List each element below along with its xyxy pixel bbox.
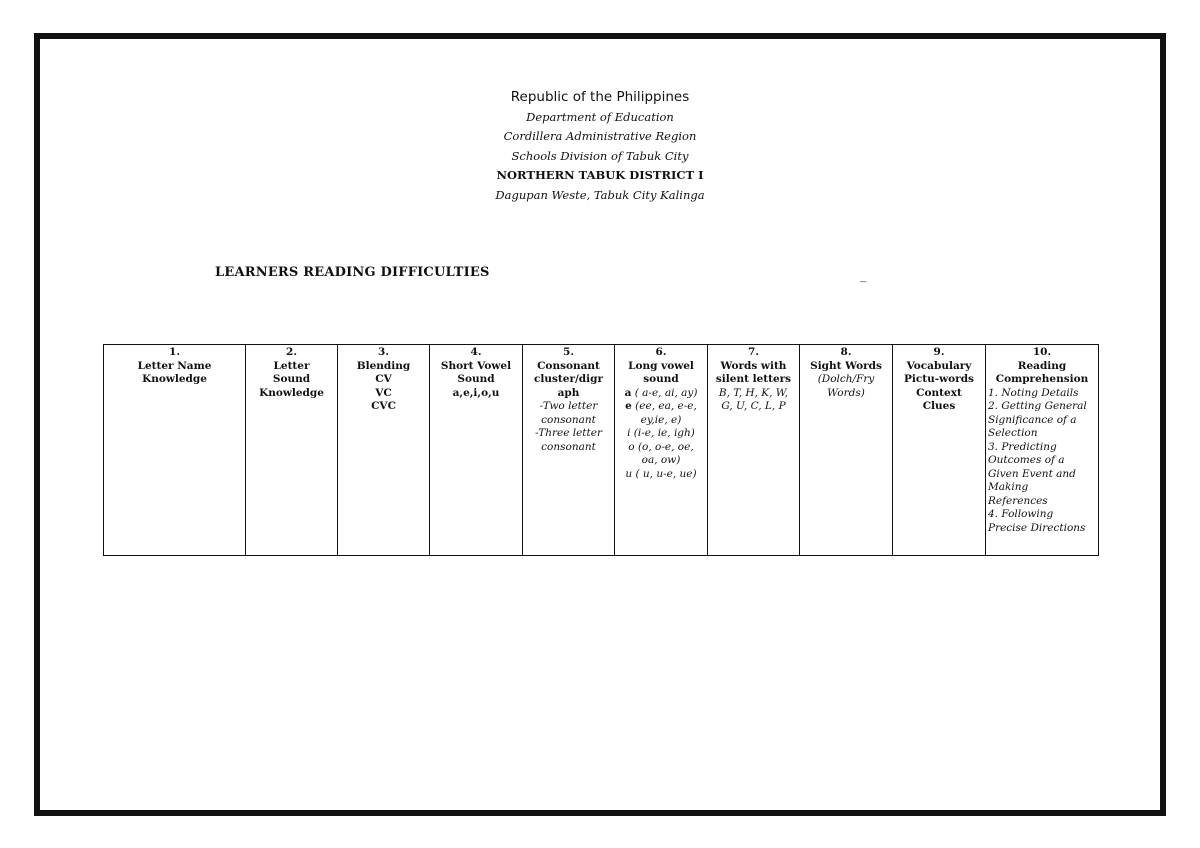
comprehension-skill-line: Selection xyxy=(988,427,1038,439)
column-sub-line: -Two letter xyxy=(539,400,598,412)
vowel-letter: e xyxy=(625,400,632,412)
letterhead-department: Department of Education xyxy=(526,109,674,124)
column-heading-line: cluster/digr xyxy=(533,373,604,385)
letterhead-republic: Republic of the Philippines xyxy=(510,89,690,105)
vowel-pattern-line: ey,ie, e) xyxy=(640,413,682,426)
vowel-pattern-line: i (i-e, ie, igh) xyxy=(627,427,695,439)
column-number: 4. xyxy=(470,346,482,358)
column-blending xyxy=(338,345,430,556)
column-heading-line: Knowledge xyxy=(259,386,324,399)
vowel-patterns: (ee, ea, e-e, xyxy=(631,400,697,412)
column-silent-letters xyxy=(708,345,800,556)
column-number: 7. xyxy=(748,346,759,358)
column-heading-line: Clues xyxy=(922,400,956,412)
column-heading-line: Consonant xyxy=(537,359,600,372)
column-consonant-cluster xyxy=(523,345,615,556)
comprehension-skill-line: Significance of a xyxy=(988,413,1077,426)
comprehension-skill-line: Outcomes of a xyxy=(988,454,1065,466)
column-heading-line: Knowledge xyxy=(142,373,207,385)
column-sub-line: consonant xyxy=(541,413,596,426)
column-sub-line: consonant xyxy=(541,440,596,453)
vowel-pattern-line: o (o, o-e, oe, xyxy=(628,440,694,453)
column-short-vowel xyxy=(430,345,523,556)
blank-line: _ xyxy=(860,268,867,283)
comprehension-skill-line: 1. Noting Details xyxy=(988,386,1079,399)
comprehension-skill-line: Precise Directions xyxy=(988,521,1086,534)
vowel-pattern-line xyxy=(617,387,705,401)
letterhead-division: Schools Division of Tabuk City xyxy=(511,148,689,163)
vowel-pattern-line: u ( u, u-e, ue) xyxy=(625,467,697,480)
comprehension-skill-line: 3. Predicting xyxy=(988,440,1057,453)
column-heading-line: sound xyxy=(643,373,679,385)
column-heading-line: Context xyxy=(916,386,962,399)
column-heading-line: Sound xyxy=(272,373,311,385)
column-sub-line: B, T, H, K, W, xyxy=(718,386,789,399)
column-reading-comprehension xyxy=(986,345,1099,556)
letterhead xyxy=(400,88,800,205)
vowel-pattern-line: oa, ow) xyxy=(641,454,681,466)
column-heading-line: Reading xyxy=(1017,359,1067,372)
column-heading-line: Sound xyxy=(457,373,495,385)
column-heading-line: Long vowel xyxy=(628,359,694,372)
column-heading-line: a,e,i,o,u xyxy=(452,386,500,399)
column-heading-line: VC xyxy=(375,386,392,399)
column-vocabulary xyxy=(893,345,986,556)
column-heading-line: Short Vowel xyxy=(440,359,512,372)
column-long-vowel xyxy=(615,345,708,556)
column-sub-line: -Three letter xyxy=(535,427,602,439)
comprehension-skill-line: References xyxy=(988,494,1048,507)
column-heading-line: Letter Name xyxy=(137,359,212,372)
column-number: 5. xyxy=(563,346,574,358)
column-heading-line: CVC xyxy=(371,400,396,412)
vowel-pattern-line xyxy=(617,400,705,414)
letterhead-address: Dagupan Weste, Tabuk City Kalinga xyxy=(495,187,705,202)
column-sub-line: Words) xyxy=(827,386,865,399)
comprehension-skill-line: Making xyxy=(988,481,1029,493)
column-letter-sound xyxy=(246,345,338,556)
column-sub-line: G, U, C, L, P xyxy=(721,400,786,412)
column-letter-name xyxy=(104,345,246,556)
column-number: 10. xyxy=(1032,346,1052,358)
column-number: 2. xyxy=(286,346,297,358)
letterhead-region: Cordillera Administrative Region xyxy=(503,129,697,143)
table-row xyxy=(104,345,1099,556)
column-heading-line: Sight Words xyxy=(810,359,882,372)
column-heading-line: Blending xyxy=(356,359,411,372)
column-sub-line: (Dolch/Fry xyxy=(817,373,875,385)
vowel-letter: a xyxy=(624,386,632,399)
column-sight-words xyxy=(800,345,893,556)
comprehension-skill-line: 2. Getting General xyxy=(988,400,1087,412)
reading-difficulties-table xyxy=(103,344,1099,556)
column-heading-line: aph xyxy=(557,386,580,399)
column-heading-line: CV xyxy=(375,373,392,385)
column-heading-line: silent letters xyxy=(715,373,792,385)
column-number: 3. xyxy=(378,346,389,358)
column-heading-line: Comprehension xyxy=(995,373,1089,385)
letterhead-district: NORTHERN TABUK DISTRICT I xyxy=(496,168,704,182)
column-number: 1. xyxy=(169,346,180,358)
column-number: 8. xyxy=(840,346,852,358)
column-heading-line: Vocabulary xyxy=(906,359,972,372)
column-heading-line: Words with xyxy=(720,359,787,372)
column-number: 6. xyxy=(655,346,667,358)
comprehension-skill-line: Given Event and xyxy=(988,467,1076,480)
comprehension-skill-line: 4. Following xyxy=(988,508,1054,520)
column-heading-line: Pictu-words xyxy=(904,373,974,385)
vowel-patterns: ( a-e, ai, ay) xyxy=(631,386,698,399)
column-heading-line: Letter xyxy=(273,359,310,372)
document-title: LEARNERS READING DIFFICULTIES xyxy=(215,265,490,280)
column-number: 9. xyxy=(933,346,945,358)
